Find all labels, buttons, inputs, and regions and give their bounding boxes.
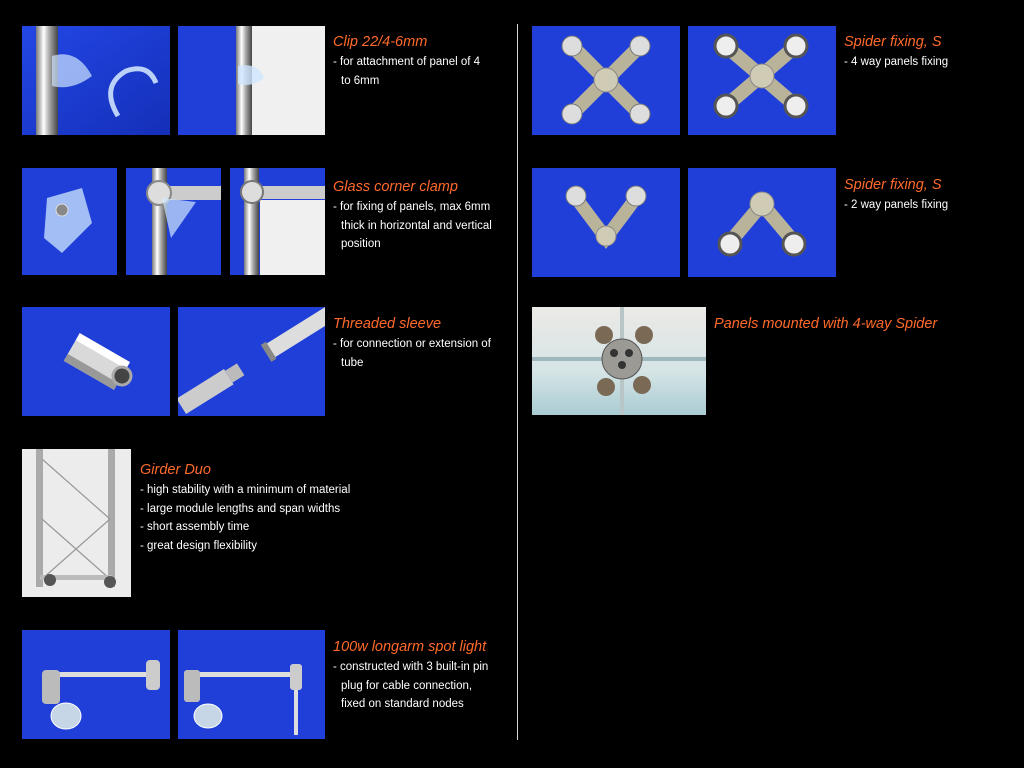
- spotlight-photo: [22, 630, 170, 739]
- girder-duo-text: [140, 461, 350, 555]
- clip-mounted-photo: [178, 26, 325, 135]
- spotlight-desc-line: - constructed with 3 built-in pin: [333, 661, 489, 673]
- girder-duo-photo: [22, 449, 131, 597]
- girder-duo-desc-line: - high stability with a minimum of material: [140, 484, 351, 496]
- clip-title: Clip 22/4-6mm: [333, 34, 428, 50]
- panels-spider-photo: [532, 307, 706, 415]
- corner-clamp-desc-line: thick in horizontal and vertical: [341, 219, 492, 232]
- corner-clamp-title: Glass corner clamp: [333, 179, 458, 195]
- girder-duo-title: Girder Duo: [140, 462, 211, 478]
- threaded-sleeve-desc-line: tube: [341, 356, 364, 369]
- clip-desc-line: - for attachment of panel of 4: [333, 56, 481, 68]
- clip-desc-line: to 6mm: [341, 74, 380, 87]
- corner-clamp-desc-line: position: [341, 238, 381, 250]
- corner-clamp-detail-photo: [126, 168, 221, 275]
- girder-duo-desc-line: - great design flexibility: [140, 539, 257, 552]
- column-divider: [517, 24, 518, 740]
- threaded-sleeve-tube-photo: [178, 307, 325, 416]
- corner-clamp-text: [333, 178, 492, 254]
- spotlight-side-photo: [178, 630, 325, 739]
- clip-photo: [22, 26, 170, 135]
- girder-duo-desc-line: - large module lengths and span widths: [140, 502, 341, 515]
- spider-4way-photo: [532, 26, 680, 135]
- girder-duo-desc-line: - short assembly time: [140, 521, 250, 533]
- spider-4way-back-photo: [688, 26, 836, 135]
- spotlight-title: 100w longarm spot light: [333, 639, 487, 655]
- threaded-sleeve-text: [333, 315, 491, 372]
- panels-spider-title: Panels mounted with 4-way Spider: [714, 316, 938, 332]
- panels-spider-text: [714, 315, 937, 335]
- spider-2way-photo: [532, 168, 680, 277]
- spider-4way-text: [844, 33, 948, 72]
- threaded-sleeve-desc-line: - for connection or extension of: [333, 338, 491, 350]
- corner-clamp-photo: [22, 168, 117, 275]
- corner-clamp-mounted-photo: [230, 168, 325, 275]
- spotlight-desc-line: plug for cable connection,: [341, 679, 473, 692]
- spider-4way-title: Spider fixing, S: [844, 34, 942, 50]
- corner-clamp-desc-line: - for fixing of panels, max 6mm: [333, 201, 491, 213]
- spider-2way-text: [844, 176, 948, 215]
- spider-4way-desc-line: - 4 way panels fixing: [844, 56, 949, 68]
- spotlight-text: [333, 638, 488, 714]
- spider-2way-desc-line: - 2 way panels fixing: [844, 199, 949, 211]
- threaded-sleeve-photo: [22, 307, 170, 416]
- spider-2way-title: Spider fixing, S: [844, 177, 942, 193]
- spotlight-desc-line: fixed on standard nodes: [341, 698, 464, 710]
- spider-2way-angle-photo: [688, 168, 836, 277]
- threaded-sleeve-title: Threaded sleeve: [333, 316, 442, 332]
- clip-text: [333, 33, 480, 90]
